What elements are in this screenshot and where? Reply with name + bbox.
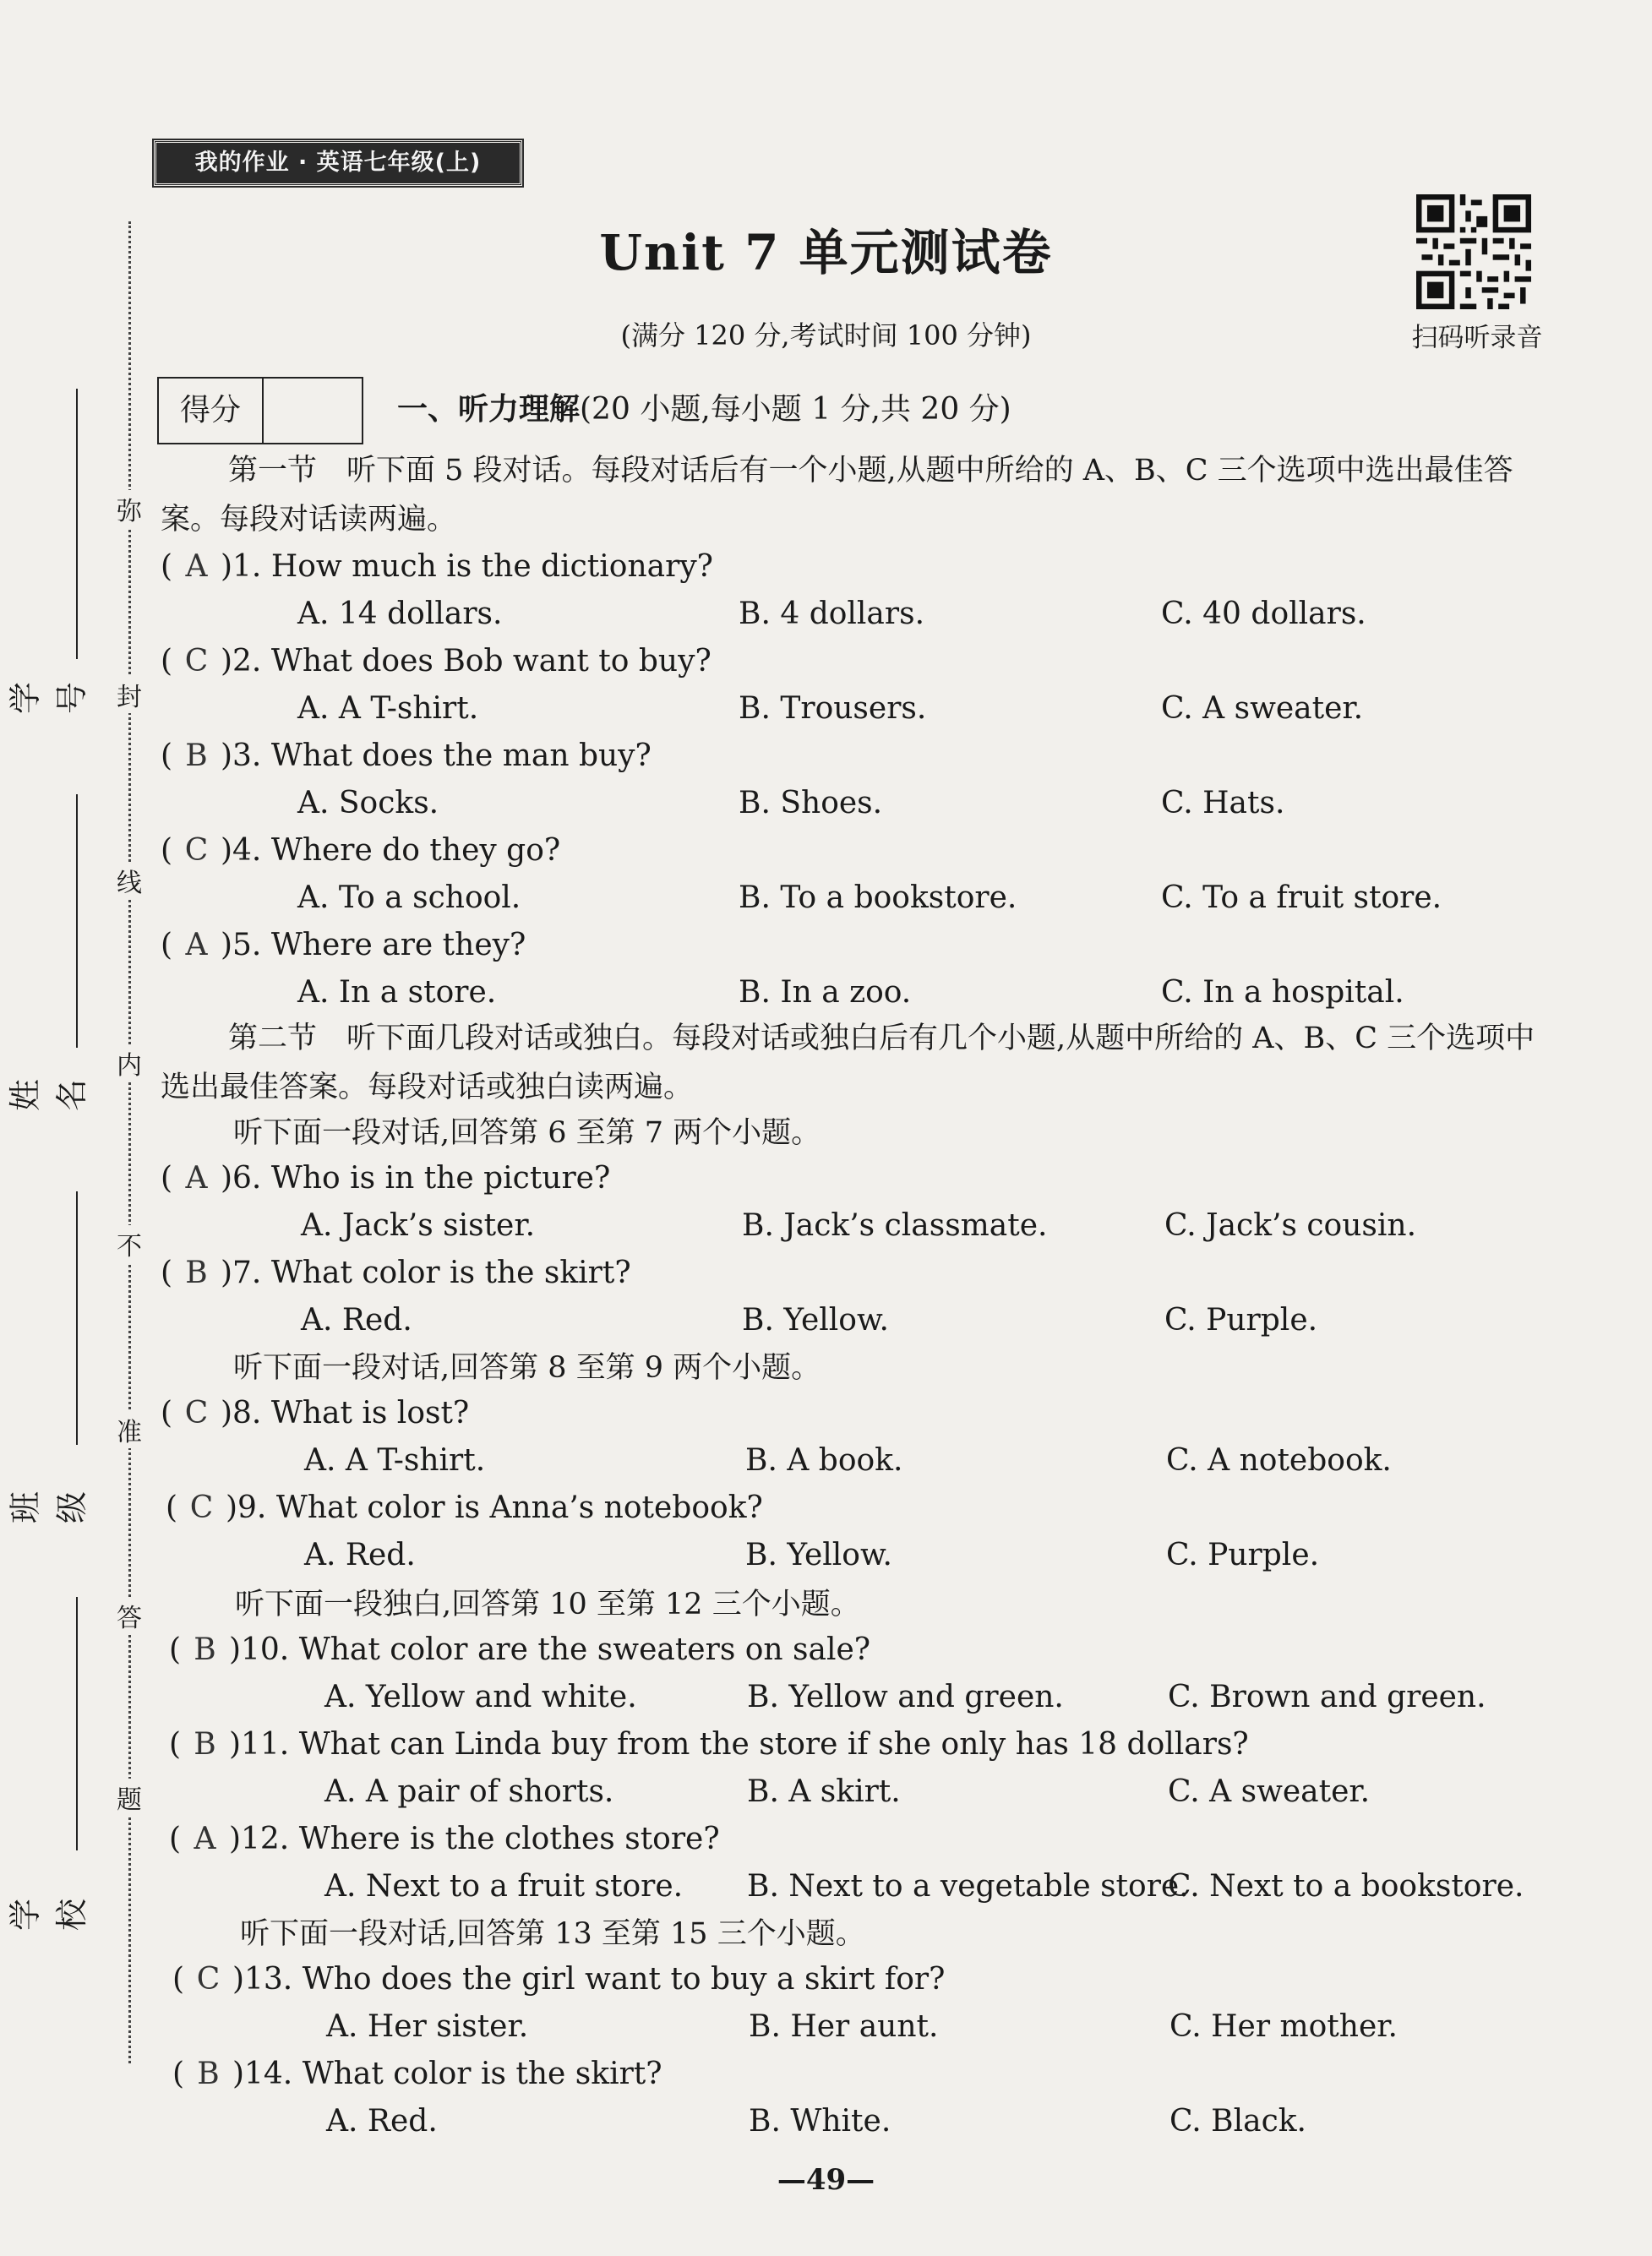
option-a[interactable]: A. Next to a fruit store. [324, 1869, 684, 1904]
option-a[interactable]: A. A T-shirt. [297, 691, 479, 726]
page-title: Unit 7 单元测试卷 [599, 224, 1053, 281]
option-a[interactable]: A. A pair of shorts. [324, 1774, 614, 1809]
seal-char: 不 [114, 1225, 144, 1262]
option-c[interactable]: C. Jack’s cousin. [1164, 1208, 1417, 1243]
answer-choice[interactable]: C [184, 833, 209, 868]
part2-intro [161, 1014, 1555, 1112]
answer-choice[interactable]: B [185, 1256, 208, 1290]
question-row: ( B )3. What does the man buy? [161, 738, 652, 773]
option-b[interactable]: B. Trousers. [739, 691, 927, 726]
question-row: ( A )6. Who is in the picture? [161, 1161, 611, 1196]
question-number: 2. [232, 644, 262, 678]
answer-choice[interactable]: A [185, 1161, 208, 1196]
qr-label: 扫码听录音 [1411, 323, 1543, 353]
question-row: ( B )7. What color is the skirt? [161, 1256, 631, 1290]
option-b[interactable]: B. Next to a vegetable store. [747, 1869, 1189, 1904]
question-row: ( A )1. How much is the dictionary? [161, 549, 713, 584]
question-text: How much is the dictionary? [270, 549, 713, 584]
question-row: ( B )10. What color are the sweaters on sale? [169, 1632, 871, 1667]
seal-char: 答 [114, 1597, 144, 1634]
name-label: 姓名 [7, 1075, 90, 1111]
answer-choice[interactable]: A [194, 1822, 216, 1856]
option-a[interactable]: A. A T-shirt. [304, 1443, 486, 1478]
question-text: What color is Anna’s notebook? [275, 1490, 763, 1525]
answer-choice[interactable]: B [197, 2057, 220, 2091]
question-text: What color is the skirt? [270, 1256, 631, 1290]
seal-char: 准 [114, 1411, 144, 1448]
seal-char: 内 [114, 1044, 144, 1082]
question-number: 6. [232, 1161, 262, 1196]
option-a[interactable]: A. To a school. [297, 880, 521, 915]
option-c[interactable]: C. To a fruit store. [1161, 880, 1442, 915]
option-a[interactable]: A. Her sister. [326, 2009, 529, 2044]
option-c[interactable]: C. In a hospital. [1161, 975, 1404, 1010]
answer-choice[interactable]: B [194, 1632, 216, 1667]
question-row: ( C )9. What color is Anna’s notebook? [166, 1490, 763, 1525]
question-text: What does Bob want to buy? [270, 644, 712, 678]
question-text: Where are they? [270, 928, 526, 962]
option-b[interactable]: B. A skirt. [747, 1774, 901, 1809]
seal-char: 封 [114, 676, 144, 713]
question-text: What does the man buy? [270, 738, 652, 773]
question-text: What is lost? [270, 1396, 470, 1430]
question-number: 5. [232, 928, 262, 962]
score-box [157, 377, 363, 444]
question-number: 14. [244, 2057, 293, 2091]
option-b[interactable]: B. 4 dollars. [739, 597, 925, 631]
question-number: 10. [241, 1632, 290, 1667]
option-b[interactable]: B. Her aunt. [749, 2009, 939, 2044]
option-c[interactable]: C. A sweater. [1161, 691, 1364, 726]
group-note: 听下面一段对话,回答第 8 至第 9 两个小题。 [233, 1351, 821, 1385]
option-c[interactable]: C. A notebook. [1166, 1443, 1392, 1478]
question-number: 1. [232, 549, 262, 584]
question-number: 7. [232, 1256, 262, 1290]
question-text: What color is the skirt? [302, 2057, 662, 2091]
option-b[interactable]: B. To a bookstore. [739, 880, 1017, 915]
option-c[interactable]: C. Hats. [1161, 786, 1285, 820]
question-row: ( C )4. Where do they go? [161, 833, 561, 868]
class-line[interactable] [76, 1191, 78, 1445]
question-number: 8. [232, 1396, 262, 1430]
seal-char: 线 [114, 862, 144, 899]
question-row: ( B )11. What can Linda buy from the store if she only has 18 dollars? [169, 1727, 1249, 1762]
school-line[interactable] [76, 1597, 78, 1850]
question-row: ( C )8. What is lost? [161, 1396, 470, 1430]
option-a[interactable]: A. 14 dollars. [297, 597, 503, 631]
answer-choice[interactable]: C [184, 644, 209, 678]
option-c[interactable]: C. A sweater. [1168, 1774, 1371, 1809]
qr-code-icon[interactable] [1416, 194, 1531, 309]
option-b[interactable]: B. Yellow and green. [747, 1680, 1064, 1714]
option-a[interactable]: A. Red. [301, 1303, 412, 1338]
part1-intro-text: 第一节 听下面 5 段对话。每段对话后有一个小题,从题中所给的 A、B、C 三个选项中选出最佳答案。每段对话读两遍。 [161, 454, 1513, 537]
score-label: 得分 [159, 379, 264, 443]
part2-intro-text: 第二节 听下面几段对话或独白。每段对话或独白后有几个小题,从题中所给的 A、B、C 三个选项中选出最佳答案。每段对话或独白读两遍。 [161, 1022, 1535, 1104]
question-number: 3. [232, 738, 262, 773]
answer-choice[interactable]: C [184, 1396, 209, 1430]
question-text: Who does the girl want to buy a skirt for? [302, 1962, 946, 1997]
page-number: —49— [777, 2163, 875, 2197]
option-c[interactable]: C. Her mother. [1169, 2009, 1398, 2044]
section-title: 一、听力理解 [397, 392, 581, 427]
group-note: 听下面一段对话,回答第 13 至第 15 三个小题。 [240, 1917, 865, 1951]
answer-choice[interactable]: B [185, 738, 208, 773]
question-text: What color are the sweaters on sale? [298, 1632, 871, 1667]
option-a[interactable]: A. In a store. [297, 975, 497, 1010]
group-note: 听下面一段独白,回答第 10 至第 12 三个小题。 [235, 1588, 860, 1621]
question-number: 9. [237, 1490, 267, 1525]
question-text: Who is in the picture? [270, 1161, 611, 1196]
option-c[interactable]: C. Black. [1169, 2104, 1306, 2139]
exam-subtitle: (满分 120 分,考试时间 100 分钟) [620, 319, 1032, 351]
option-b[interactable]: B. White. [749, 2104, 891, 2139]
part1-intro [161, 446, 1555, 544]
group-note: 听下面一段对话,回答第 6 至第 7 两个小题。 [233, 1116, 821, 1150]
option-b[interactable]: B. Yellow. [742, 1303, 889, 1338]
question-number: 12. [241, 1822, 290, 1856]
question-row: ( B )14. What color is the skirt? [172, 2057, 662, 2091]
option-c[interactable]: C. 40 dollars. [1161, 597, 1366, 631]
question-row: ( A )12. Where is the clothes store? [169, 1822, 720, 1856]
name-line[interactable] [76, 794, 78, 1048]
question-text: Where is the clothes store? [298, 1822, 720, 1856]
option-c[interactable]: C. Brown and green. [1168, 1680, 1486, 1714]
student-id-label: 学号 [7, 678, 90, 714]
option-a[interactable]: A. Red. [326, 2104, 438, 2139]
school-label: 学校 [7, 1894, 90, 1931]
option-c[interactable]: C. Next to a bookstore. [1168, 1869, 1524, 1904]
question-text: Where do they go? [270, 833, 561, 868]
question-text: What can Linda buy from the store if she only has 18 dollars? [298, 1727, 1249, 1762]
book-tag: 我的作业 · 英语七年级(上) [154, 140, 522, 186]
question-row: ( C )2. What does Bob want to buy? [161, 644, 712, 678]
score-field[interactable] [264, 379, 362, 443]
seal-char: 题 [114, 1779, 144, 1816]
answer-choice[interactable]: A [185, 549, 208, 584]
option-b[interactable]: B. Jack’s classmate. [742, 1208, 1048, 1243]
answer-choice[interactable]: B [194, 1727, 216, 1762]
answer-choice[interactable]: C [196, 1962, 221, 1997]
option-b[interactable]: B. Yellow. [745, 1538, 892, 1572]
answer-choice[interactable]: C [189, 1490, 214, 1525]
class-label: 班级 [7, 1487, 90, 1523]
option-a[interactable]: A. Red. [304, 1538, 416, 1572]
section-rule: (20 小题,每小题 1 分,共 20 分) [580, 392, 1011, 427]
question-number: 4. [232, 833, 262, 868]
section-heading [397, 385, 1011, 428]
option-a[interactable]: A. Socks. [297, 786, 439, 820]
option-b[interactable]: B. Shoes. [739, 786, 883, 820]
question-number: 13. [244, 1962, 293, 1997]
option-a[interactable]: A. Yellow and white. [324, 1680, 637, 1714]
option-b[interactable]: B. A book. [745, 1443, 903, 1478]
question-row: ( A )5. Where are they? [161, 928, 526, 962]
answer-choice[interactable]: A [185, 928, 208, 962]
seal-char: 弥 [114, 490, 144, 527]
option-c[interactable]: C. Purple. [1166, 1538, 1320, 1572]
student-id-line[interactable] [76, 389, 78, 659]
question-row: ( C )13. Who does the girl want to buy a skirt for? [172, 1962, 946, 1997]
option-b[interactable]: B. In a zoo. [739, 975, 912, 1010]
option-c[interactable]: C. Purple. [1164, 1303, 1318, 1338]
question-number: 11. [241, 1727, 290, 1762]
option-a[interactable]: A. Jack’s sister. [301, 1208, 536, 1243]
